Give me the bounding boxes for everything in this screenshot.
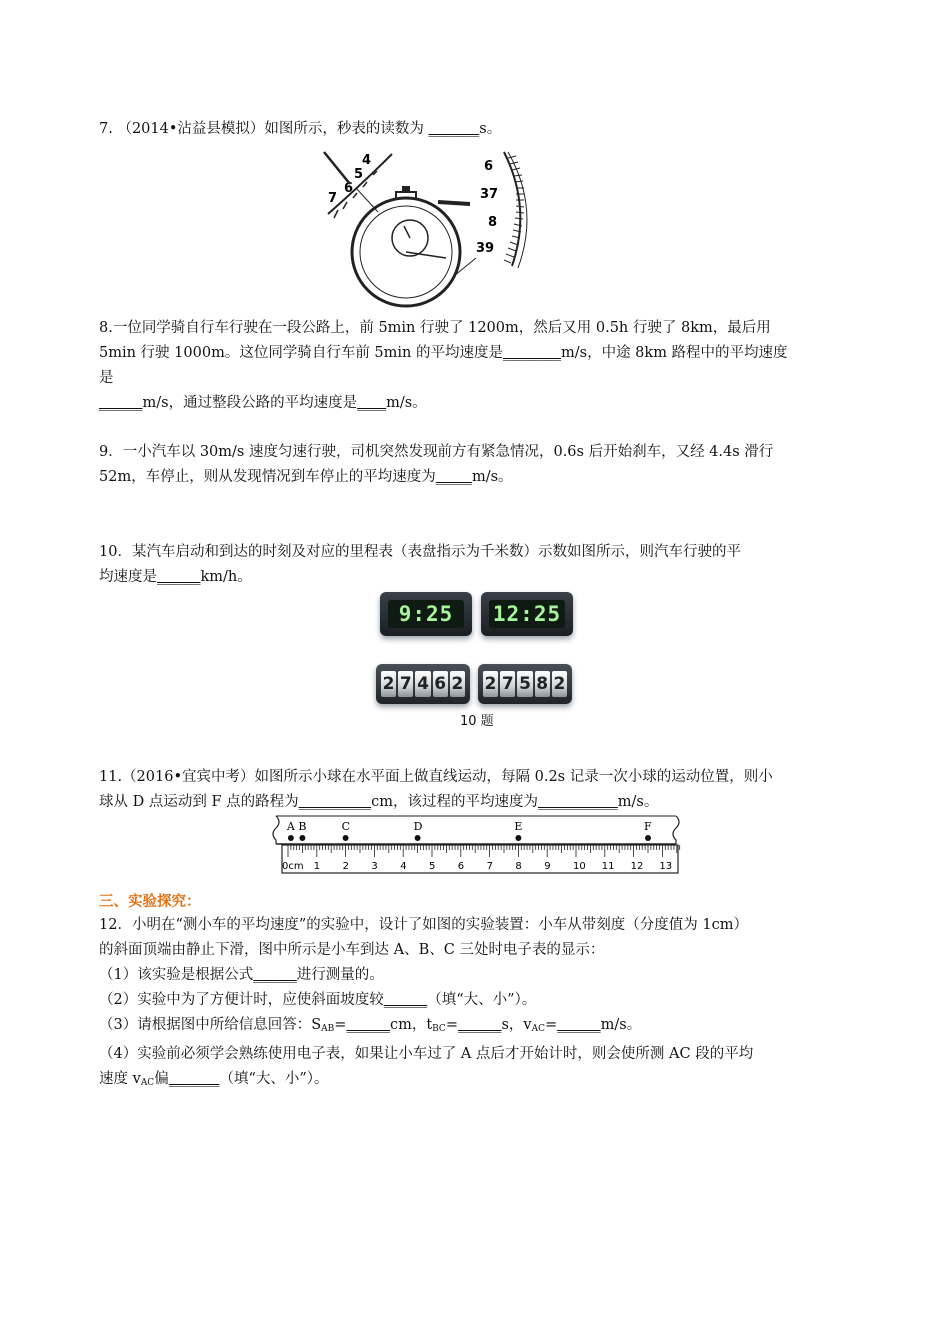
q7-blank: _______ xyxy=(428,121,480,137)
ball-position-D xyxy=(415,835,421,841)
ball-position-A xyxy=(288,835,294,841)
q12-line2: 的斜面顶端由静止下滑，图中所示是小车到达 A、B、C 三处时电子表的显示： xyxy=(99,942,605,958)
ruler-tick-label: 0cm xyxy=(282,861,304,872)
second-pointer xyxy=(438,202,470,204)
question-8 xyxy=(99,316,854,416)
q12-part1-tail: 进行测量的。 xyxy=(296,967,384,983)
end-odometer-digit: 2 xyxy=(483,671,498,697)
q10-line1: 10．某汽车启动和到达的时刻及对应的里程表（表盘指示为千米数）示数如图所示，则汽车行驶的平 xyxy=(99,544,741,560)
q12-part2-tail: （填“大、小”）。 xyxy=(427,992,537,1008)
q11-line2b: cm，该过程的平均速度为 xyxy=(371,794,538,810)
outer-label-6: 6 xyxy=(344,181,354,196)
q9-line1: 9．一小汽车以 30m/s 速度匀速行驶，司机突然发现前方有紧急情况，0.6s 后开始刹车，又经 4.4s 滑行 xyxy=(99,444,774,460)
start-clock-display: 9:25 xyxy=(388,600,464,628)
q12-part4-b: 偏 xyxy=(154,1071,169,1087)
q11-line1: 11.（2016•宜宾中考）如图所示小球在水平面上做直线运动，每隔 0.2s 记录一次小球的运动位置，则小 xyxy=(99,769,773,785)
outer-label-4: 4 xyxy=(362,153,372,168)
ball-label-A: A xyxy=(286,820,295,833)
ruler-tick-label: 6 xyxy=(457,861,465,872)
ruler-tick-label: 13 xyxy=(659,861,673,872)
ruler-tick-label: 11 xyxy=(601,861,615,872)
q7-unit: s。 xyxy=(479,121,502,137)
end-odometer-digit: 8 xyxy=(535,671,550,697)
ruler-figure xyxy=(272,814,684,876)
question-12 xyxy=(99,913,854,1096)
q8-line1: 8.一位同学骑自行车行驶在一段公路上，前 5min 行驶了 1200m，然后又用 0.5h 行驶了 8km，最后用 xyxy=(99,320,771,336)
q12-sub-ab: AB xyxy=(321,1024,335,1034)
q11-line2c: m/s。 xyxy=(617,794,659,810)
ball-label-E: E xyxy=(514,820,523,833)
ruler-body xyxy=(282,845,678,873)
ruler-tick-label: 12 xyxy=(630,861,644,872)
ball-label-D: D xyxy=(413,820,423,833)
ruler-tick-label: 1 xyxy=(313,861,321,872)
q12-part3-e: s，v xyxy=(501,1017,532,1033)
q8-line4a: m/s，通过整段公路的平均速度是 xyxy=(142,395,358,411)
q12-sub-bc: BC xyxy=(432,1024,446,1034)
ruler-tick-label: 5 xyxy=(429,861,436,872)
inner-label-39: 39 xyxy=(476,241,495,256)
q12-eq: = xyxy=(545,1017,558,1033)
end-clock xyxy=(481,592,573,636)
ruler-tick-label: 9 xyxy=(544,861,551,872)
start-odometer xyxy=(376,664,470,704)
q8-line4b: m/s。 xyxy=(386,395,427,411)
q12-part4-blank: _______ xyxy=(168,1071,220,1087)
end-clock-display: 12:25 xyxy=(489,600,565,628)
ruler-tick-label: 10 xyxy=(573,861,586,872)
q7-text: 7. （2014•沾益县模拟）如图所示，秒表的读数为 xyxy=(99,121,429,137)
q12-part2-blank: ______ xyxy=(383,992,428,1008)
start-odometer-digit: 4 xyxy=(415,671,430,697)
ball-label-B: B xyxy=(298,820,307,833)
q9-line2a: 52m，车停止，则从发现情况到车停止的平均速度为 xyxy=(99,469,436,485)
q9-blank: _____ xyxy=(435,469,472,485)
q8-blank1: ________ xyxy=(503,345,561,361)
ball-label-C: C xyxy=(341,820,351,833)
q12-part3-c: cm，t xyxy=(389,1017,433,1033)
figure-10-caption: 10 题 xyxy=(460,714,494,729)
q8-blank3: ____ xyxy=(357,395,387,411)
q12-eq: = xyxy=(445,1017,458,1033)
question-7 xyxy=(99,117,854,142)
start-clock xyxy=(380,592,472,636)
start-odometer-digit: 2 xyxy=(381,671,396,697)
start-odometer-digit: 6 xyxy=(433,671,448,697)
q8-line2b: m/s，中途 8km 路程中的平均速度 xyxy=(561,345,788,361)
ruler-tick-label: 7 xyxy=(486,861,493,872)
q12-part1-text: （1）该实验是根据公式 xyxy=(99,967,254,983)
q12-part3-blank1: ______ xyxy=(346,1017,390,1033)
ball-label-F: F xyxy=(644,820,652,833)
ruler-tick-label: 4 xyxy=(400,861,407,872)
outer-pointer xyxy=(324,152,350,184)
q12-part4-line1: （4）实验前必须学会熟练使用电子表，如果让小车过了 A 点后才开始计时，则会使所测 AC 段的平均 xyxy=(99,1046,754,1062)
question-10 xyxy=(99,540,854,590)
q12-part1-blank: ______ xyxy=(253,967,297,983)
end-odometer-digit: 5 xyxy=(517,671,532,697)
ball-position-B xyxy=(299,835,305,841)
end-odometer xyxy=(478,664,572,704)
question-9 xyxy=(99,440,854,490)
q10-line2b: km/h。 xyxy=(200,569,252,585)
q12-part3-text: （3）请根据图中所给信息回答：S xyxy=(99,1017,322,1033)
inner-label-37: 37 xyxy=(480,187,499,202)
q12-sub-ac2: AC xyxy=(140,1078,155,1088)
ruler-tick-label: 3 xyxy=(371,861,378,872)
inner-label-8: 8 xyxy=(488,215,498,230)
q8-line3: 是 xyxy=(99,370,114,386)
q9-line2b: m/s。 xyxy=(471,469,513,485)
q12-part4-a: 速度 v xyxy=(99,1071,141,1087)
ball-position-F xyxy=(645,835,651,841)
question-11 xyxy=(99,765,854,815)
ball-position-C xyxy=(343,835,349,841)
q12-part4-c: （填“大、小”）。 xyxy=(219,1071,329,1087)
q11-blank1: __________ xyxy=(298,794,372,810)
inner-label-6: 6 xyxy=(484,159,494,174)
ball-position-E xyxy=(515,835,521,841)
q12-part3-g: m/s。 xyxy=(600,1017,642,1033)
q12-line1: 12．小明在“测小车的平均速度”的实验中，设计了如图的实验装置：小车从带刻度（分度值为 1cm） xyxy=(99,917,748,933)
end-odometer-digit: 7 xyxy=(500,671,515,697)
q12-part3-blank3: ______ xyxy=(557,1017,601,1033)
q8-blank2: ______ xyxy=(99,395,143,411)
q10-blank: ______ xyxy=(157,569,201,585)
q12-part3-blank2: ______ xyxy=(457,1017,502,1033)
q11-line2a: 球从 D 点运动到 F 点的路程为 xyxy=(99,794,299,810)
q12-sub-ac: AC xyxy=(531,1024,546,1034)
q12-eq: = xyxy=(334,1017,347,1033)
start-odometer-digit: 2 xyxy=(450,671,465,697)
q11-blank2: ___________ xyxy=(538,794,618,810)
start-odometer-digit: 7 xyxy=(398,671,413,697)
ruler-tick-label: 8 xyxy=(515,861,522,872)
q10-line2a: 均速度是 xyxy=(99,569,157,585)
ruler-tick-label: 2 xyxy=(342,861,349,872)
outer-label-7: 7 xyxy=(328,191,338,206)
section-3-title: 三、实验探究： xyxy=(99,894,201,910)
end-odometer-digit: 2 xyxy=(552,671,567,697)
outer-label-5: 5 xyxy=(354,167,364,182)
q12-part2-text: （2）实验中为了方便计时，应使斜面坡度较 xyxy=(99,992,384,1008)
q8-line2a: 5min 行驶 1000m。这位同学骑自行车前 5min 的平均速度是 xyxy=(99,345,503,361)
stopwatch-figure xyxy=(318,148,538,310)
